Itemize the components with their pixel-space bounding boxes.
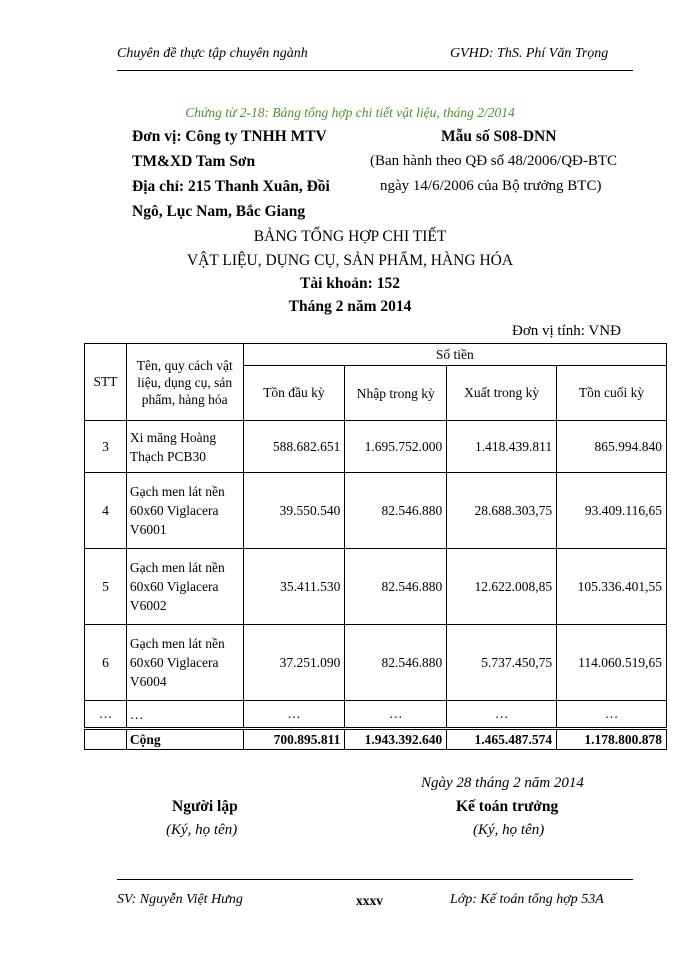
row-import: … (345, 701, 447, 729)
header-stt: STT (85, 344, 127, 421)
row-closing: 105.336.401,55 (557, 549, 667, 625)
row-opening: 35.411.530 (243, 549, 345, 625)
row-closing: … (557, 701, 667, 729)
header-import: Nhập trong kỳ (345, 366, 447, 421)
form-decision-line-1: (Ban hành theo QĐ số 48/2006/QĐ-BTC (370, 153, 618, 169)
unit-address-line-2: Ngô, Lục Nam, Bắc Giang (132, 203, 306, 220)
header-closing: Tồn cuối kỳ (557, 366, 667, 421)
row-export: … (447, 701, 557, 729)
total-opening: 700.895.811 (243, 729, 345, 750)
unit-line-2: TM&XD Tam Sơn (132, 153, 256, 170)
row-export: 12.622.008,85 (447, 549, 557, 625)
table-title-line-1: BẢNG TỔNG HỢP CHI TIẾT (253, 228, 447, 245)
row-closing: 93.409.116,65 (557, 473, 667, 549)
row-stt: 6 (85, 625, 127, 701)
row-opening: 588.682.651 (243, 421, 345, 473)
row-stt: 3 (85, 421, 127, 473)
row-import: 82.546.880 (345, 473, 447, 549)
row-stt: … (85, 701, 127, 729)
table-row (85, 625, 667, 701)
row-import: 1.695.752.000 (345, 421, 447, 473)
table-row (85, 421, 667, 473)
preparer-note: (Ký, họ tên) (166, 822, 238, 838)
footer-class: Lớp: Kế toán tổng hợp 53A (450, 892, 604, 907)
table-total-row (85, 729, 667, 750)
row-closing: 865.994.840 (557, 421, 667, 473)
footer-rule (117, 879, 633, 880)
row-opening: … (243, 701, 345, 729)
table-row (85, 549, 667, 625)
accountant-note: (Ký, họ tên) (473, 822, 545, 838)
table-row (85, 473, 667, 549)
form-decision-line-2: ngày 14/6/2006 của Bộ trưởng BTC) (380, 178, 602, 194)
page-number: xxxv (356, 893, 383, 908)
summary-table (84, 343, 667, 750)
row-stt: 4 (85, 473, 127, 549)
row-export: 28.688.303,75 (447, 473, 557, 549)
header-opening: Tồn đầu kỳ (243, 366, 345, 421)
form-code: Mẫu số S08-DNN (441, 128, 557, 145)
table-header-row-1 (85, 344, 667, 366)
row-export: 5.737.450,75 (447, 625, 557, 701)
footer-student: SV: Nguyễn Việt Hưng (117, 892, 243, 907)
table-row-ellipsis (85, 701, 667, 729)
total-export: 1.465.487.574 (447, 729, 557, 750)
row-import: 82.546.880 (345, 625, 447, 701)
unit-address-line-1: Địa chỉ: 215 Thanh Xuân, Đồi (132, 178, 330, 195)
header-money: Số tiền (243, 344, 666, 366)
row-item-name: Xi măng Hoàng Thạch PCB30 (126, 421, 243, 473)
total-closing: 1.178.800.878 (557, 729, 667, 750)
row-item-name: … (126, 701, 243, 729)
total-label: Cộng (126, 729, 243, 750)
header-left: Chuyên đề thực tập chuyên ngành (117, 46, 308, 61)
table-title-line-2: VẬT LIỆU, DỤNG CỤ, SẢN PHẨM, HÀNG HÓA (186, 252, 514, 269)
header-export: Xuất trong kỳ (447, 366, 557, 421)
row-item-name: Gạch men lát nền 60x60 Viglacera V6004 (126, 625, 243, 701)
total-import: 1.943.392.640 (345, 729, 447, 750)
account-label: Tài khoản: 152 (300, 275, 400, 292)
row-item-name: Gạch men lát nền 60x60 Viglacera V6002 (126, 549, 243, 625)
accountant-title: Kế toán trưởng (456, 798, 559, 815)
header-rule (117, 70, 633, 71)
document-caption: Chứng từ 2-18: Bảng tổng hợp chi tiết vật liệu, tháng 2/2014 (185, 105, 515, 120)
row-item-name: Gạch men lát nền 60x60 Viglacera V6001 (126, 473, 243, 549)
unit-line-1: Đơn vị: Công ty TNHH MTV (132, 128, 327, 145)
row-import: 82.546.880 (345, 549, 447, 625)
row-closing: 114.060.519,65 (557, 625, 667, 701)
row-opening: 37.251.090 (243, 625, 345, 701)
row-export: 1.418.439.811 (447, 421, 557, 473)
header-item-name: Tên, quy cách vật liệu, dụng cụ, sản phẩm, hàng hóa (126, 344, 243, 421)
signature-date: Ngày 28 tháng 2 năm 2014 (421, 775, 584, 791)
total-stt (85, 729, 127, 750)
preparer-title: Người lập (172, 798, 238, 815)
header-right: GVHD: ThS. Phí Văn Trọng (450, 46, 609, 61)
row-stt: 5 (85, 549, 127, 625)
period-label: Tháng 2 năm 2014 (288, 298, 412, 315)
currency-unit: Đơn vị tính: VNĐ (512, 323, 621, 339)
row-opening: 39.550.540 (243, 473, 345, 549)
